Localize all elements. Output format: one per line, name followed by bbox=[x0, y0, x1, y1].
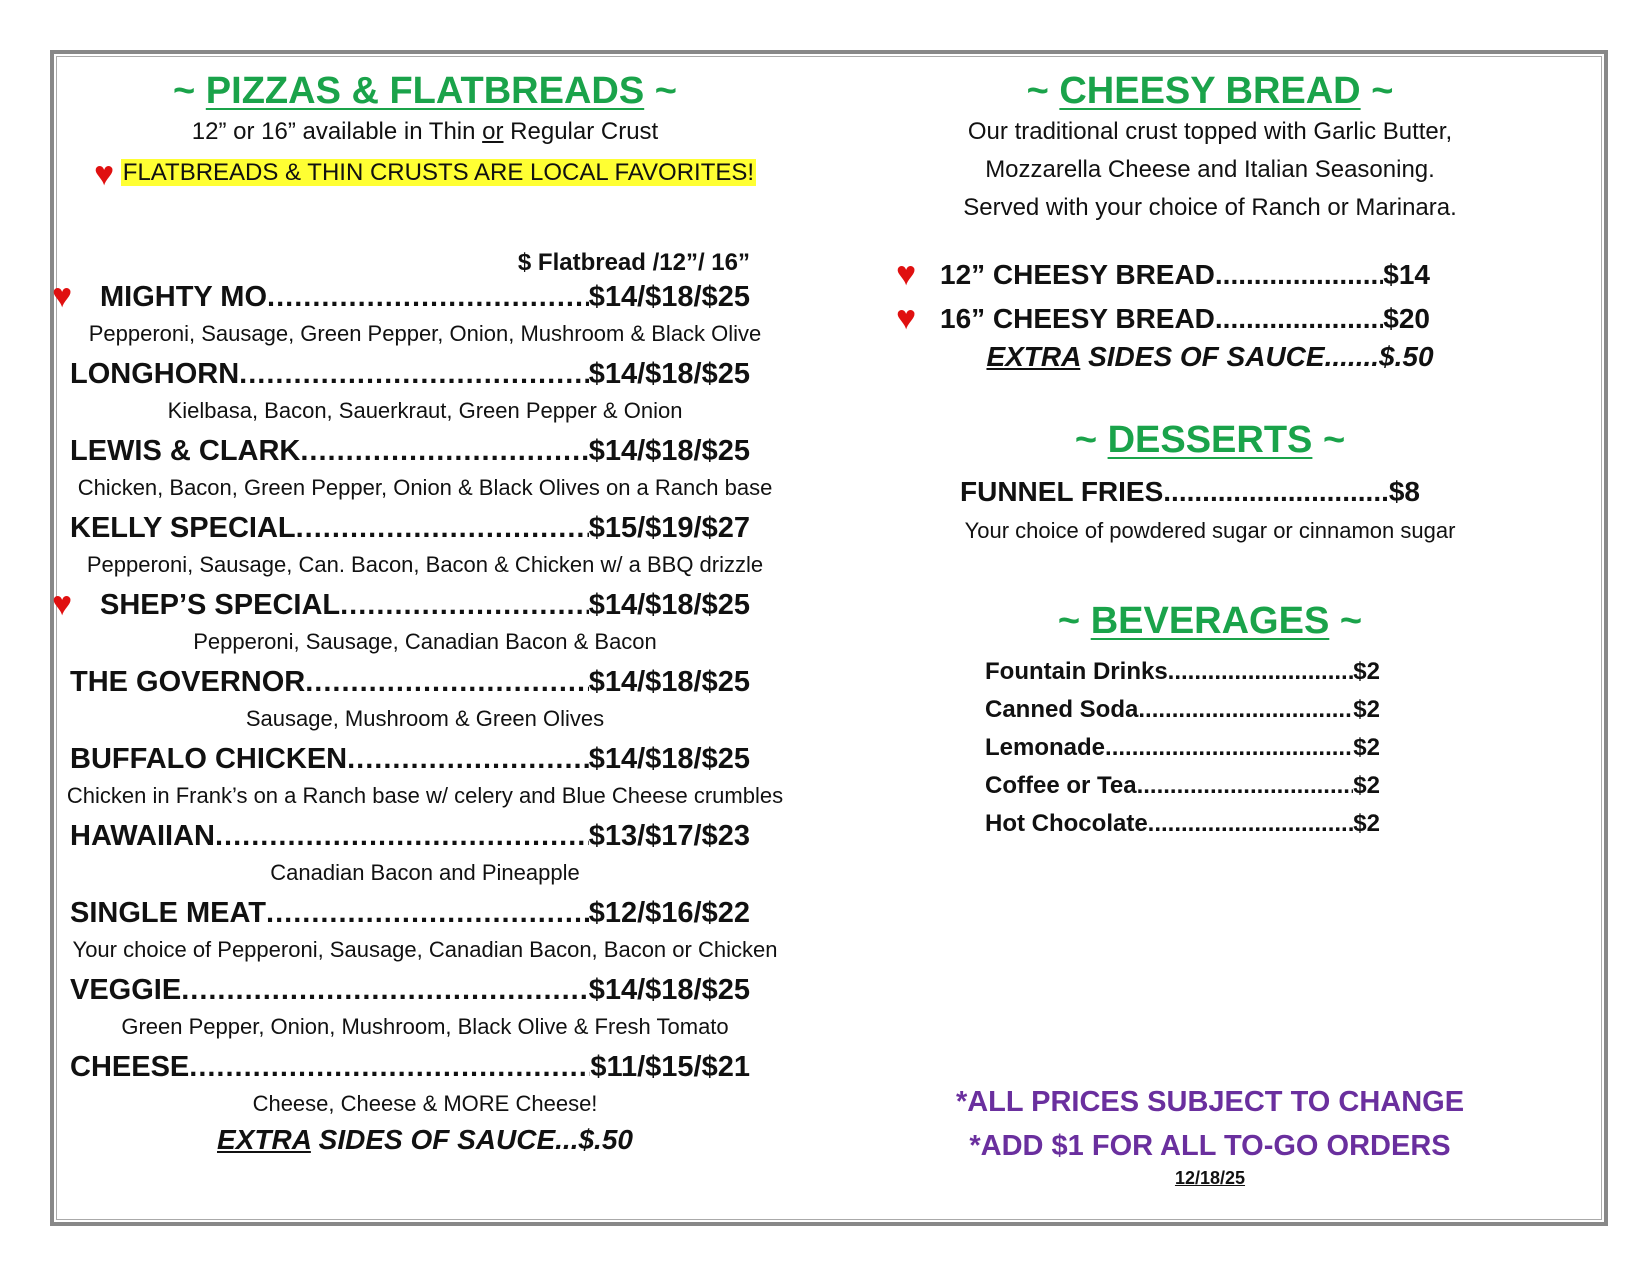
cheesy-item-price: $20 bbox=[1383, 303, 1430, 334]
notes bbox=[900, 1080, 1520, 1189]
beverage-price: $2 bbox=[1353, 696, 1380, 723]
beverage-item bbox=[985, 729, 1380, 767]
tilde-right: ~ bbox=[1322, 419, 1346, 461]
cheesy-desc-line: Our traditional crust topped with Garlic Butter, bbox=[967, 118, 1453, 145]
pizza-item-row bbox=[60, 585, 790, 625]
subtitle-or: or bbox=[482, 118, 504, 145]
cheesy-item-name: 12” CHEESY BREAD bbox=[940, 259, 1215, 290]
leader-dots bbox=[215, 816, 589, 856]
heart-icon: ♥ bbox=[52, 585, 73, 623]
beverages-title-text: BEVERAGES bbox=[1090, 600, 1330, 642]
tilde-left: ~ bbox=[1057, 600, 1081, 642]
pizza-item-name: SHEP’S SPECIAL bbox=[100, 589, 341, 621]
pizza-item-row bbox=[60, 1047, 790, 1087]
pizza-item-price: $11/$15/$21 bbox=[590, 1051, 750, 1083]
pizza-item-price: $14/$18/$25 bbox=[588, 743, 750, 775]
desserts-title-text: DESSERTS bbox=[1107, 419, 1313, 461]
pizza-item-row bbox=[60, 739, 790, 779]
leader-dots bbox=[1138, 691, 1353, 729]
tilde-left: ~ bbox=[173, 70, 196, 112]
leader-dots bbox=[1148, 805, 1354, 843]
pizza-item-row bbox=[60, 508, 790, 548]
dessert-desc: Your choice of powdered sugar or cinnamon sugar bbox=[964, 518, 1456, 543]
cheesy-list bbox=[896, 253, 1520, 341]
pizza-item bbox=[60, 662, 790, 739]
pizza-item-desc: Pepperoni, Sausage, Can. Bacon, Bacon & Chicken w/ a BBQ drizzle bbox=[86, 552, 764, 577]
pizzas-subtitle bbox=[60, 113, 790, 151]
menu-date: 12/18/25 bbox=[1174, 1168, 1246, 1188]
subtitle-pre: 12” or 16” available in Thin bbox=[191, 118, 483, 145]
leader-dots bbox=[266, 893, 589, 933]
dessert-item-name: FUNNEL FRIES bbox=[960, 476, 1164, 507]
pizza-item bbox=[52, 277, 790, 354]
beverage-name: Hot Chocolate bbox=[985, 810, 1148, 837]
pizza-item bbox=[60, 970, 790, 1047]
leader-dots bbox=[1137, 767, 1354, 805]
leader-dots bbox=[347, 739, 589, 779]
pizza-item-price: $15/$19/$27 bbox=[588, 512, 750, 544]
pizza-item-row bbox=[60, 970, 790, 1010]
cheesy-item bbox=[896, 253, 1430, 297]
pizza-extra-sauce bbox=[60, 1124, 790, 1156]
beverage-name: Fountain Drinks bbox=[985, 658, 1168, 685]
note-line: *ADD $1 FOR ALL TO-GO ORDERS bbox=[969, 1130, 1451, 1162]
leader-dots bbox=[1168, 653, 1354, 691]
pizza-item-row bbox=[60, 893, 790, 933]
leader-dots bbox=[305, 662, 588, 702]
pizza-item-row bbox=[60, 431, 790, 471]
leader-dots bbox=[1163, 470, 1389, 514]
beverage-price: $2 bbox=[1353, 734, 1380, 761]
pizza-item-name: LEWIS & CLARK bbox=[70, 435, 301, 467]
pizza-item-name: KELLY SPECIAL bbox=[70, 512, 296, 544]
pizza-item-name: CHEESE bbox=[70, 1051, 190, 1083]
pizza-item-name: HAWAIIAN bbox=[70, 820, 215, 852]
pizza-item-row bbox=[60, 277, 790, 317]
tilde-left: ~ bbox=[1026, 70, 1049, 112]
pizza-item bbox=[60, 816, 790, 893]
pizza-item bbox=[60, 508, 790, 585]
pizza-item-price: $12/$16/$22 bbox=[588, 897, 750, 929]
beverage-name: Coffee or Tea bbox=[985, 772, 1137, 799]
tilde-right: ~ bbox=[654, 70, 677, 112]
pizza-item-desc: Cheese, Cheese & MORE Cheese! bbox=[252, 1091, 598, 1116]
heart-icon: ♥ bbox=[896, 299, 917, 337]
leader-dots bbox=[1215, 253, 1383, 297]
beverage-item bbox=[985, 767, 1380, 805]
pizza-item bbox=[60, 893, 790, 970]
beverage-name: Lemonade bbox=[985, 734, 1106, 761]
subtitle-post: Regular Crust bbox=[503, 118, 659, 145]
pizza-item-desc: Pepperoni, Sausage, Canadian Bacon & Bacon bbox=[193, 629, 657, 654]
leader-dots bbox=[267, 277, 589, 317]
leader-dots bbox=[1215, 297, 1383, 341]
pizza-item-name: LONGHORN bbox=[70, 358, 240, 390]
pizza-item-desc: Pepperoni, Sausage, Green Pepper, Onion, Mushroom & Black Olive bbox=[88, 321, 762, 346]
pizza-item-name: MIGHTY MO bbox=[100, 281, 268, 313]
pizza-item-price: $13/$17/$23 bbox=[588, 820, 750, 852]
pizza-item-row bbox=[60, 354, 790, 394]
cheesy-item-name: 16” CHEESY BREAD bbox=[940, 303, 1215, 334]
cheesy-title-text: CHEESY BREAD bbox=[1059, 70, 1361, 112]
heart-icon: ♥ bbox=[93, 155, 115, 193]
pizza-item-name: BUFFALO CHICKEN bbox=[70, 743, 348, 775]
leader-dots bbox=[340, 585, 589, 625]
heart-icon: ♥ bbox=[52, 277, 73, 315]
pizza-item bbox=[60, 1047, 790, 1124]
beverage-item bbox=[985, 691, 1380, 729]
pizza-item-name: VEGGIE bbox=[70, 974, 182, 1006]
pizza-item-name: SINGLE MEAT bbox=[70, 897, 267, 929]
pizza-item-desc: Kielbasa, Bacon, Sauerkraut, Green Pepper & Onion bbox=[167, 398, 683, 423]
cheesy-extra-sauce bbox=[900, 341, 1520, 373]
cheesy-title bbox=[900, 70, 1520, 113]
pizzas-section bbox=[52, 70, 790, 1156]
cheesy-item-price: $14 bbox=[1383, 259, 1430, 290]
pizzas-title bbox=[60, 70, 790, 113]
beverages-title bbox=[900, 600, 1520, 643]
beverage-item bbox=[985, 805, 1380, 843]
leader-dots bbox=[296, 508, 589, 548]
pizza-item-price: $14/$18/$25 bbox=[588, 358, 750, 390]
pizza-item bbox=[60, 739, 790, 816]
beverage-item bbox=[985, 653, 1380, 691]
pizza-list bbox=[52, 277, 790, 1124]
cheesy-desc-line: Served with your choice of Ranch or Marinara. bbox=[963, 194, 1457, 221]
tilde-right: ~ bbox=[1371, 70, 1394, 112]
pizza-item-row bbox=[60, 816, 790, 856]
extra-label: EXTRA bbox=[217, 1124, 311, 1155]
pizzas-title-text: PIZZAS & FLATBREADS bbox=[205, 70, 645, 112]
extra-label: EXTRA bbox=[986, 341, 1081, 372]
pizza-item-row bbox=[60, 662, 790, 702]
pizza-item bbox=[60, 354, 790, 431]
leader-dots bbox=[189, 1047, 590, 1087]
pizza-item-desc: Green Pepper, Onion, Mushroom, Black Olive & Fresh Tomato bbox=[121, 1014, 729, 1039]
right-column bbox=[896, 70, 1520, 1188]
heart-icon: ♥ bbox=[896, 255, 917, 293]
pizza-item-desc: Canadian Bacon and Pineapple bbox=[270, 860, 580, 885]
pizza-item bbox=[60, 431, 790, 508]
tilde-left: ~ bbox=[1074, 419, 1098, 461]
cheesy-desc-line: Mozzarella Cheese and Italian Seasoning. bbox=[985, 156, 1435, 183]
extra-rest: SIDES OF SAUCE...$.50 bbox=[310, 1124, 633, 1155]
pizza-item-price: $14/$18/$25 bbox=[588, 281, 750, 313]
pizza-item-desc: Chicken in Frank’s on a Ranch base w/ celery and Blue Cheese crumbles bbox=[66, 783, 784, 808]
pizza-item-desc: Your choice of Pepperoni, Sausage, Canadian Bacon, Bacon or Chicken bbox=[72, 937, 778, 962]
leader-dots bbox=[181, 970, 589, 1010]
favorites-text: FLATBREADS & THIN CRUSTS ARE LOCAL FAVORITES! bbox=[122, 159, 755, 187]
pizza-item-price: $14/$18/$25 bbox=[588, 666, 750, 698]
leader-dots bbox=[1105, 729, 1353, 767]
pizza-item bbox=[52, 585, 790, 662]
pizza-item-price: $14/$18/$25 bbox=[588, 589, 750, 621]
pizza-item-price: $14/$18/$25 bbox=[588, 974, 750, 1006]
dessert-item bbox=[960, 470, 1420, 514]
beverage-list bbox=[985, 653, 1380, 843]
beverage-price: $2 bbox=[1353, 658, 1380, 685]
note-line: *ALL PRICES SUBJECT TO CHANGE bbox=[955, 1086, 1465, 1118]
price-header: $ Flatbread /12”/ 16” bbox=[517, 249, 750, 276]
beverage-name: Canned Soda bbox=[985, 696, 1139, 723]
pizza-item-desc: Sausage, Mushroom & Green Olives bbox=[245, 706, 605, 731]
beverage-price: $2 bbox=[1353, 810, 1380, 837]
dessert-item-price: $8 bbox=[1388, 476, 1420, 507]
favorites-banner bbox=[60, 157, 790, 191]
tilde-right: ~ bbox=[1339, 600, 1363, 642]
leader-dots bbox=[300, 431, 588, 471]
pizza-item-desc: Chicken, Bacon, Green Pepper, Onion & Black Olives on a Ranch base bbox=[77, 475, 773, 500]
leader-dots bbox=[239, 354, 589, 394]
beverage-price: $2 bbox=[1353, 772, 1380, 799]
cheesy-item bbox=[896, 297, 1430, 341]
desserts-title bbox=[900, 419, 1520, 462]
pizza-item-price: $14/$18/$25 bbox=[588, 435, 750, 467]
extra-rest: SIDES OF SAUCE.......$.50 bbox=[1080, 341, 1434, 372]
pizza-item-name: THE GOVERNOR bbox=[70, 666, 306, 698]
